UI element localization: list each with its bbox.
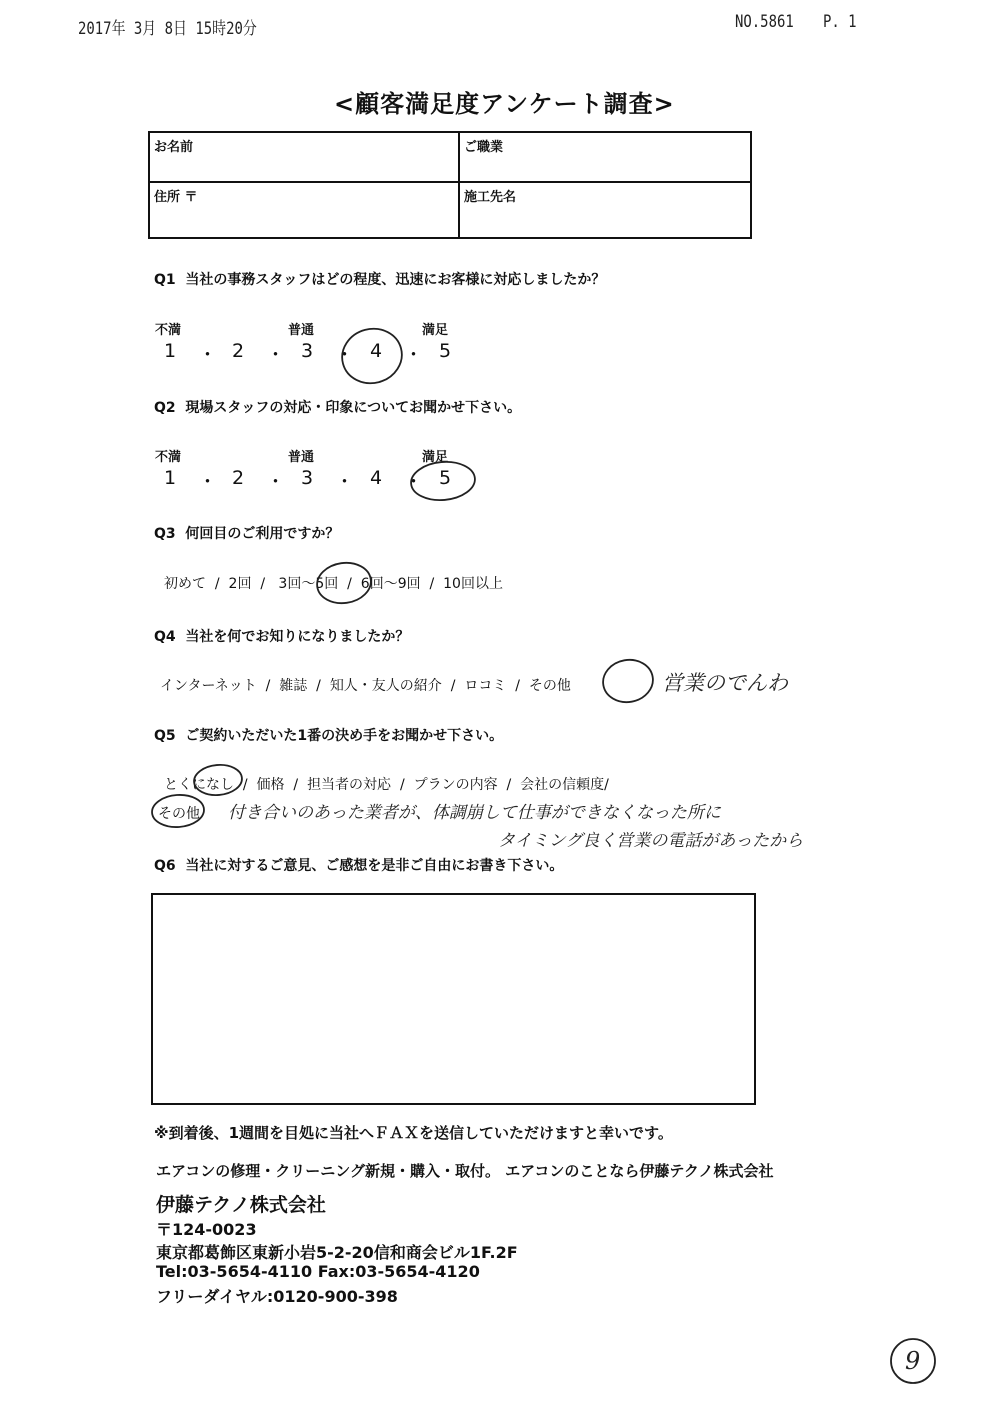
fax-page: P. 1 [823,12,857,32]
q2-question [154,397,521,417]
q1-option-2[interactable]: 2 [232,340,245,362]
q6-question [154,855,563,875]
site-name-cell[interactable] [459,182,751,238]
q2-scale-mid: 普通 [288,450,315,465]
q5-handwritten-line2: タイミング良く営業の電話があったから [498,831,804,851]
fax-datetime: 2017年 3月 8日 15時20分 [78,19,257,39]
q1-scale-high: 満足 [422,323,449,338]
q3-label: Q3 [154,526,176,542]
q5-question [154,725,503,745]
fax-notice: ※到着後、1週間を目処に当社へＦＡＸを送信していただけますと幸いです。 [154,1124,673,1142]
q3-text: 何回目のご利用ですか？ [185,526,340,542]
q2-separator: ・ [335,471,355,493]
q2-label: Q2 [154,400,176,416]
q2-separator: ・ [266,471,286,493]
q1-option-4[interactable]: 4 [370,340,383,362]
q2-scale-low: 不満 [155,450,182,465]
company-address: 東京都葛飾区東新小岩5-2-20信和商会ビル1F.2F [156,1243,518,1262]
q3-option-first[interactable]: 初めて [164,576,206,592]
q2-option-1[interactable]: 1 [164,467,177,489]
page-mark-number: 9 [905,1347,921,1375]
q1-separator: ・ [404,344,424,366]
q4-option-other[interactable]: その他 [528,678,571,694]
q5-option-plan[interactable]: プランの内容 [413,777,498,793]
q2-option-3[interactable]: 3 [301,467,314,489]
q5-options-row: とくになし / 価格 / 担当者の対応 / プランの内容 / 会社の信頼度/ [164,777,609,793]
q1-separator: ・ [266,344,286,366]
q3-option-6-9[interactable]: 6回～9回 [360,576,421,592]
q6-label: Q6 [154,858,176,874]
q5-handwritten-line1: 付き合いのあった業者が、体調崩して仕事ができなくなった所に [228,803,721,823]
q1-separator: ・ [335,344,355,366]
q1-separator: ・ [198,344,218,366]
site-name-label: 施工先名 [464,190,517,205]
name-cell[interactable] [149,132,459,182]
q2-separator: ・ [198,471,218,493]
company-name: 伊藤テクノ株式会社 [156,1194,326,1216]
fax-number: NO.5861 [735,12,794,32]
q4-question [154,626,409,646]
address-cell[interactable] [149,182,459,238]
q4-option-referral[interactable]: 知人・友人の紹介 [329,678,442,694]
q5-option-staff[interactable]: 担当者の対応 [307,777,392,793]
q3-options-row: 初めて / 2回 / 3回～5回 / 6回～9回 / 10回以上 [164,576,503,592]
occupation-label: ご職業 [464,140,504,155]
q4-options-row: インターネット / 雑誌 / 知人・友人の紹介 / ロコミ / その他 [160,678,571,694]
q4-text: 当社を何でお知りになりましたか？ [185,629,410,645]
q5-option-none[interactable]: とくになし [164,777,234,793]
q1-option-1[interactable]: 1 [164,340,177,362]
q1-scale-low: 不満 [155,323,182,338]
q4-label: Q4 [154,629,176,645]
q3-option-10plus[interactable]: 10回以上 [443,576,503,592]
q6-text: 当社に対するご意見、ご感想を是非ご自由にお書き下さい。 [185,858,564,874]
q5-option-price[interactable]: 価格 [256,777,285,793]
q5-option-other[interactable]: その他 [158,806,200,822]
q5-label: Q5 [154,728,176,744]
q5-text: ご契約いただいた1番の決め手をお聞かせ下さい。 [185,728,504,744]
company-tagline: エアコンの修理・クリーニング新規・購入・取付。 エアコンのことなら伊藤テクノ株式会社 [156,1162,774,1180]
q4-handwritten-answer: 営業のでんわ [662,671,788,695]
q3-option-3-5[interactable]: 3回～5回 [278,576,339,592]
q1-option-3[interactable]: 3 [301,340,314,362]
q3-option-2[interactable]: 2回 [228,576,252,592]
company-freedial: フリーダイヤル:0120-900-398 [156,1287,398,1306]
q5-option-trust[interactable]: 会社の信頼度 [520,777,605,793]
q2-separator: ・ [404,471,424,493]
q2-option-4[interactable]: 4 [370,467,383,489]
company-postal: 〒124-0023 [156,1220,257,1239]
q2-scale-high: 満足 [422,450,449,465]
occupation-cell[interactable] [459,132,751,182]
address-label: 住所 〒 [154,190,198,205]
q1-text: 当社の事務スタッフはどの程度、迅速にお客様に対応しましたか？ [185,272,606,288]
company-tel-fax: Tel:03-5654-4110 Fax:03-5654-4120 [156,1262,480,1281]
q2-option-5[interactable]: 5 [439,467,452,489]
name-label: お名前 [154,140,194,155]
customer-info-table [148,131,752,239]
q4-option-wordofmouth[interactable]: ロコミ [464,678,507,694]
q2-option-2[interactable]: 2 [232,467,245,489]
q4-option-internet[interactable]: インターネット [160,678,257,694]
q2-text: 現場スタッフの対応・印象についてお聞かせ下さい。 [185,400,522,416]
q3-question [154,523,339,543]
page-title: <顧客満足度アンケート調査> [334,90,675,118]
q4-selection-circle [600,656,657,706]
q1-label: Q1 [154,272,176,288]
q6-comment-box[interactable] [151,893,756,1105]
q1-scale-mid: 普通 [288,323,315,338]
q4-option-magazine[interactable]: 雑誌 [279,678,308,694]
q1-question [154,269,605,289]
q1-option-5[interactable]: 5 [439,340,452,362]
